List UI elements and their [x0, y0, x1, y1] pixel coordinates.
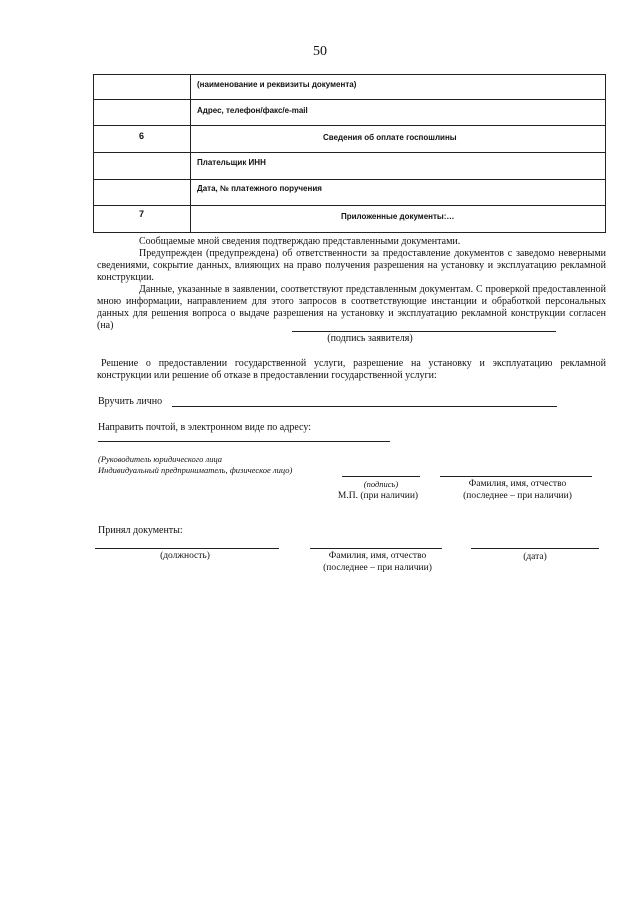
- table-row-number: 7: [138, 209, 144, 219]
- table-row-divider: [93, 179, 606, 180]
- accepted-documents-label: Принял документы:: [98, 525, 183, 536]
- deliver-personally-line[interactable]: [172, 406, 557, 407]
- fio-caption: Фамилия, имя, отчество: [468, 479, 567, 489]
- head-line-2: Индивидуальный предприниматель, физическое лицо): [98, 465, 293, 475]
- fio-caption-2: (последнее – при наличии): [463, 491, 572, 501]
- table-row-divider: [93, 99, 606, 100]
- sign-caption: (подпись): [363, 479, 399, 489]
- mp-caption: М.П. (при наличии): [337, 491, 419, 501]
- table-cell-attached-docs: Приложенные документы:…: [341, 212, 455, 221]
- send-by-mail-label: Направить почтой, в электронном виде по адресу:: [98, 422, 311, 433]
- fio-caption-b-2: (последнее – при наличии): [323, 563, 432, 573]
- consent-paragraph: Данные, указанные в заявлении, соответствуют представленным документам. С проверкой предоставленной мною информации, направлением для этого запросов в соответствующие инстанции и обработкой персональных данных для решения вопроса о выдаче разрешения на установку и эксплуатацию рекламной конструкции согласен (на): [97, 284, 606, 331]
- head-line-1: (Руководитель юридического лица: [98, 454, 223, 464]
- table-column-divider: [190, 74, 191, 233]
- table-row-divider: [93, 152, 606, 153]
- applicant-signature-caption: (подпись заявителя): [327, 333, 413, 344]
- date-caption: (дата): [523, 552, 547, 562]
- signature-line[interactable]: [342, 476, 420, 477]
- warning-paragraph: Предупрежден (предупреждена) об ответственности за предоставление документов с заведомо неверными сведениями, сокрытие данных, влияющих на право получения разрешения на установку и эксплуатацию рекламной конструкции.: [97, 248, 606, 283]
- table-cell-document-name: (наименование и реквизиты документа): [197, 80, 357, 89]
- table-row-divider: [93, 125, 606, 126]
- decision-paragraph: Решение о предоставлении государственной услуги, разрешение на установку и эксплуатацию рекламной конструкции или решение об отказе в предоставлении государственной услуги:: [97, 358, 606, 381]
- date-line[interactable]: [471, 548, 599, 549]
- fio-line[interactable]: [440, 476, 592, 477]
- confirmation-paragraph: Сообщаемые мной сведения подтверждаю представленными документами.: [139, 236, 461, 247]
- deliver-personally-label: Вручить лично: [98, 396, 163, 407]
- fio-line-b[interactable]: [310, 548, 442, 549]
- table-cell-payer-inn: Плательщик ИНН: [197, 158, 266, 167]
- position-caption: (должность): [160, 551, 210, 561]
- position-line[interactable]: [95, 548, 279, 549]
- page-number: 50: [313, 44, 327, 59]
- mail-address-line[interactable]: [98, 441, 390, 442]
- table-row-number: 6: [138, 131, 144, 141]
- table-cell-address: Адрес, телефон/факс/e-mail: [197, 106, 308, 115]
- applicant-signature-line[interactable]: [292, 331, 556, 332]
- table-row-divider: [93, 205, 606, 206]
- table-cell-payment-date: Дата, № платежного поручения: [197, 184, 322, 193]
- fio-caption-b: Фамилия, имя, отчество: [328, 551, 427, 561]
- table-cell-fee-info: Сведения об оплате госпошлины: [323, 133, 457, 142]
